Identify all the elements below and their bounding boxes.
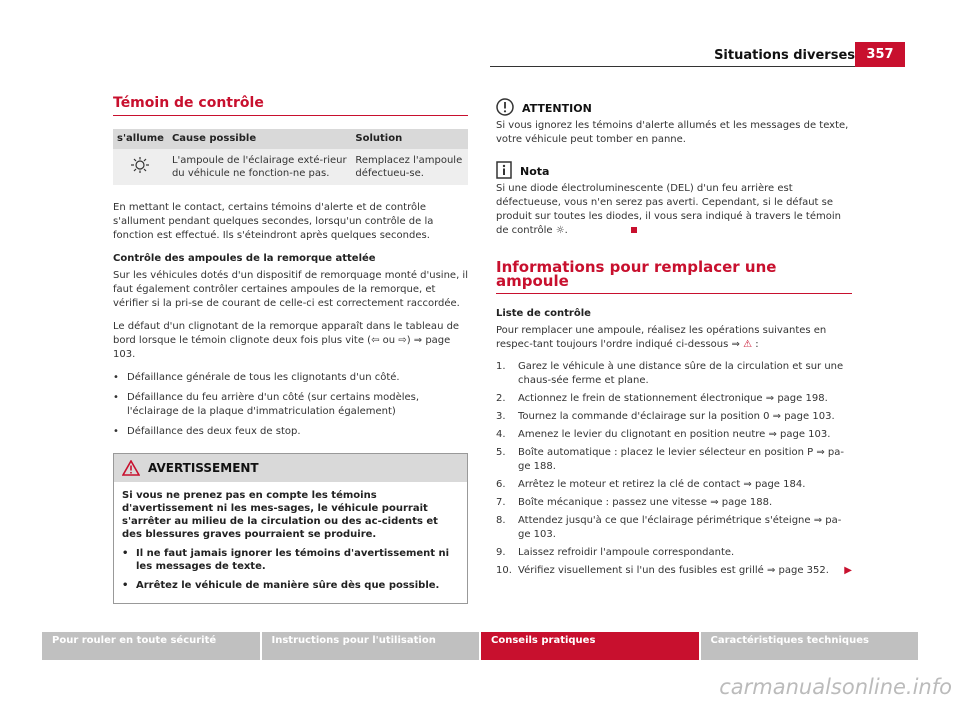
attention-title: ATTENTION bbox=[522, 102, 592, 115]
tab-practical-tips[interactable]: Conseils pratiques bbox=[481, 632, 699, 660]
bulb-warning-icon: ☼ bbox=[555, 225, 565, 236]
paragraph-indicator: Le défaut d'un clignotant de la remorque apparaît dans le tableau de bord lorsque le témoin clignote deux fois plus vite (⇦ ou ⇨) ⇒ page 103. bbox=[113, 321, 460, 360]
attention-icon bbox=[496, 98, 514, 116]
warning-light-table bbox=[113, 129, 468, 185]
bulb-replacement-heading: Informations pour remplacer une ampoule bbox=[496, 260, 852, 294]
right-arrow-icon: ⇨ bbox=[398, 335, 407, 346]
list-item: 4. Amenez le levier du clignotant en position neutre ⇒ page 103. bbox=[496, 429, 831, 440]
list-item: 1. Garez le véhicule à une distance sûre de la circulation et sur une chaus-sée ferme et plane. bbox=[496, 361, 844, 386]
page-number: 357 bbox=[855, 42, 905, 67]
watermark: carmanualsonline.info bbox=[719, 675, 952, 699]
left-arrow-icon: ⇦ bbox=[371, 335, 380, 346]
continue-arrow-icon: ▶ bbox=[844, 565, 852, 576]
list-item: • Il ne faut jamais ignorer les témoins d'avertissement ni les messages de texte. bbox=[122, 548, 450, 572]
note-text: Si une diode électroluminescente (DEL) d'un feu arrière est défectueuse, vous n'en serez pas averti. Cependant, si le défaut se produit sur toutes les diodes, il vous sera indiqué à travers le témoin de contrôle ☼. bbox=[496, 183, 841, 236]
list-item: • Défaillance du feu arrière d'un côté (sur certains modèles, l'éclairage de la plaque d'immatriculation également) bbox=[113, 392, 420, 417]
list-item: 3. Tournez la commande d'éclairage sur la position 0 ⇒ page 103. bbox=[496, 411, 835, 422]
header-rule bbox=[490, 66, 860, 67]
table-cell-cause: L'ampoule de l'éclairage exté-rieur du véhicule ne fonction-ne pas. bbox=[168, 149, 351, 185]
checklist-heading: Liste de contrôle bbox=[496, 308, 591, 319]
table-header-solution: Solution bbox=[351, 129, 468, 149]
warning-title: AVERTISSEMENT bbox=[148, 461, 259, 475]
left-column bbox=[113, 96, 468, 604]
list-item: 5. Boîte automatique : placez le levier sélecteur en position P ⇒ pa-ge 188. bbox=[496, 447, 844, 472]
list-item: 9. Laissez refroidir l'ampoule correspondante. bbox=[496, 547, 735, 558]
list-item: • Arrêtez le véhicule de manière sûre dès que possible. bbox=[122, 580, 440, 591]
table-header-lights-on: s'allume bbox=[113, 129, 168, 149]
list-item: 7. Boîte mécanique : passez une vitesse ⇒ page 188. bbox=[496, 497, 773, 508]
paragraph-contact: En mettant le contact, certains témoins d'alerte et de contrôle s'allument pendant quelques secondes, lorsqu'un contrôle de la fonction est effectué. Ils s'éteindront après quelques secondes. bbox=[113, 202, 434, 241]
table-row bbox=[113, 149, 468, 185]
list-item: 6. Arrêtez le moteur et retirez la clé de contact ⇒ page 184. bbox=[496, 479, 806, 490]
list-item: 10. Vérifiez visuellement si l'un des fusibles est grillé ⇒ page 352. ▶ bbox=[496, 565, 852, 576]
list-item: • Défaillance des deux feux de stop. bbox=[113, 426, 301, 437]
steps-list bbox=[496, 360, 852, 578]
attention-text: Si vous ignorez les témoins d'alerte allumés et les messages de texte, votre véhicule peut tomber en panne. bbox=[496, 120, 849, 145]
checklist-intro: Pour remplacer une ampoule, réalisez les opérations suivantes en respec-tant toujours l'ordre indiqué ci-dessous ⇒ ⚠ : bbox=[496, 325, 827, 350]
table-cell-solution: Remplacez l'ampoule défectueu-se. bbox=[351, 149, 468, 185]
tab-operation[interactable]: Instructions pour l'utilisation bbox=[262, 632, 480, 660]
note-title: Nota bbox=[520, 165, 550, 178]
section-title: Situations diverses bbox=[714, 48, 855, 63]
warning-triangle-icon: ⚠ bbox=[743, 339, 753, 350]
tab-safety[interactable]: Pour rouler en toute sécurité bbox=[42, 632, 260, 660]
info-icon bbox=[496, 161, 512, 179]
right-column bbox=[496, 96, 852, 582]
paragraph-trailer: Sur les véhicules dotés d'un dispositif de remorquage monté d'usine, il faut également contrôler certaines ampoules de la remorque, et vérifier si la pri-se de courant de celle-ci est correctement raccordée. bbox=[113, 270, 468, 309]
list-item: 8. Attendez jusqu'à ce que l'éclairage périmétrique s'éteigne ⇒ pa-ge 103. bbox=[496, 515, 842, 540]
warning-box bbox=[113, 453, 468, 604]
chapter-tabs bbox=[42, 632, 918, 660]
table-header-cause: Cause possible bbox=[168, 129, 351, 149]
section-end-marker bbox=[631, 227, 637, 233]
tab-technical-data[interactable]: Caractéristiques techniques bbox=[701, 632, 919, 660]
warning-triangle-icon bbox=[122, 460, 140, 476]
trailer-subheading: Contrôle des ampoules de la remorque attelée bbox=[113, 253, 376, 264]
list-item: 2. Actionnez le frein de stationnement électronique ⇒ page 198. bbox=[496, 393, 828, 404]
warning-text: Si vous ne prenez pas en compte les témoins d'avertissement ni les mes-sages, le véhicule pourrait s'arrêter au milieu de la circulation ou des ac-cidents et des blessures graves pourraient se produire. bbox=[122, 490, 438, 540]
warning-light-heading: Témoin de contrôle bbox=[113, 96, 468, 116]
list-item: • Défaillance générale de tous les clignotants d'un côté. bbox=[113, 372, 400, 383]
bulb-warning-icon bbox=[113, 149, 168, 185]
